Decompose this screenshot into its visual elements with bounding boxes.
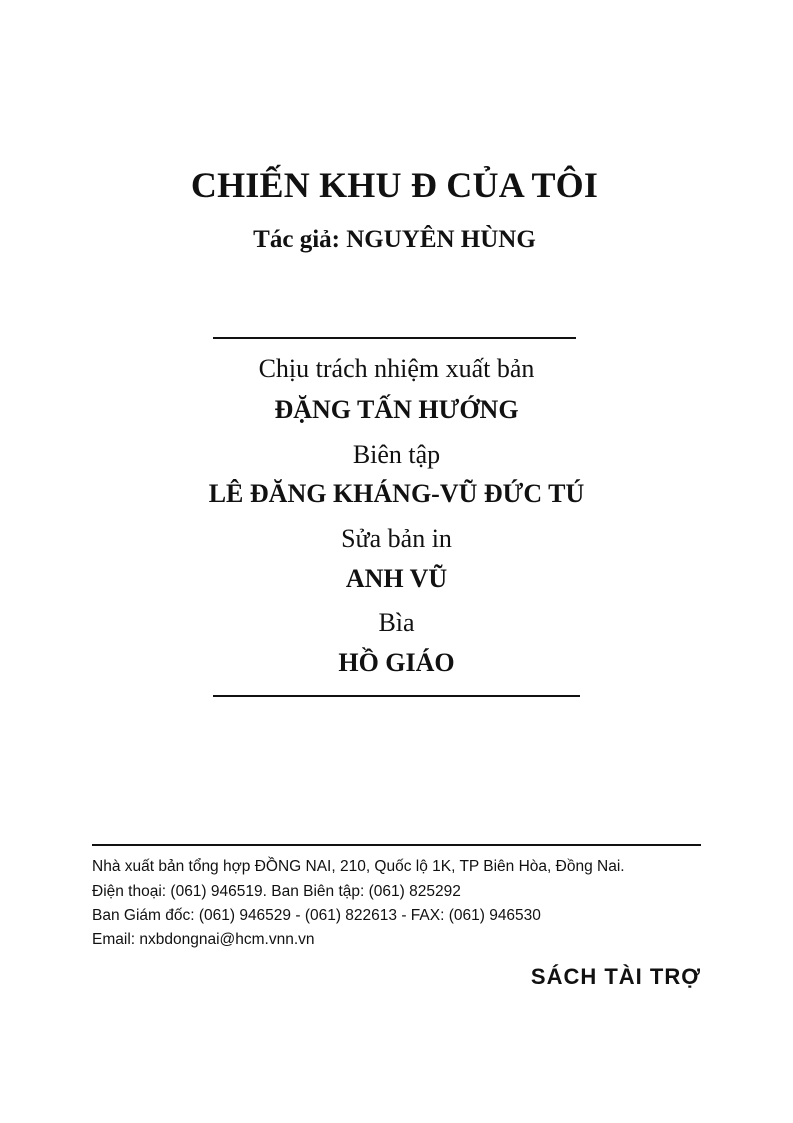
publisher-address: Nhà xuất bản tổng hợp ĐỒNG NAI, 210, Quốc lộ 1K, TP Biên Hòa, Đồng Nai. [92, 858, 625, 875]
publisher-phone: Điện thoại: (061) 946519. Ban Biên tập: (061) 825292 [92, 883, 461, 900]
sponsor-label: SÁCH TÀI TRỢ [530, 964, 701, 989]
author-line: Tác giả: NGUYÊN HÙNG [253, 226, 536, 253]
publisher-board-phone: Ban Giám đốc: (061) 946529 - (061) 822613 - FAX: (061) 946530 [92, 907, 541, 924]
credit-name-editor: LÊ ĐĂNG KHÁNG-VŨ ĐỨC TÚ [208, 479, 585, 508]
divider-bottom [213, 695, 580, 697]
publisher-email: Email: nxbdongnai@hcm.vnn.vn [92, 931, 315, 948]
credit-role-publisher-responsible: Chịu trách nhiệm xuất bản [258, 354, 535, 383]
credit-name-publisher-responsible: ĐẶNG TẤN HƯỚNG [274, 395, 519, 424]
credit-name-proofreader: ANH VŨ [345, 564, 448, 593]
book-title: CHIẾN KHU Đ CỦA TÔI [190, 165, 599, 205]
credit-role-editor: Biên tập [352, 440, 441, 469]
credit-role-cover: Bìa [378, 608, 415, 637]
divider-footer [92, 844, 701, 846]
divider-top [213, 337, 576, 339]
credit-role-proofreader: Sửa bản in [341, 524, 452, 553]
credit-name-cover: HỒ GIÁO [338, 648, 455, 677]
